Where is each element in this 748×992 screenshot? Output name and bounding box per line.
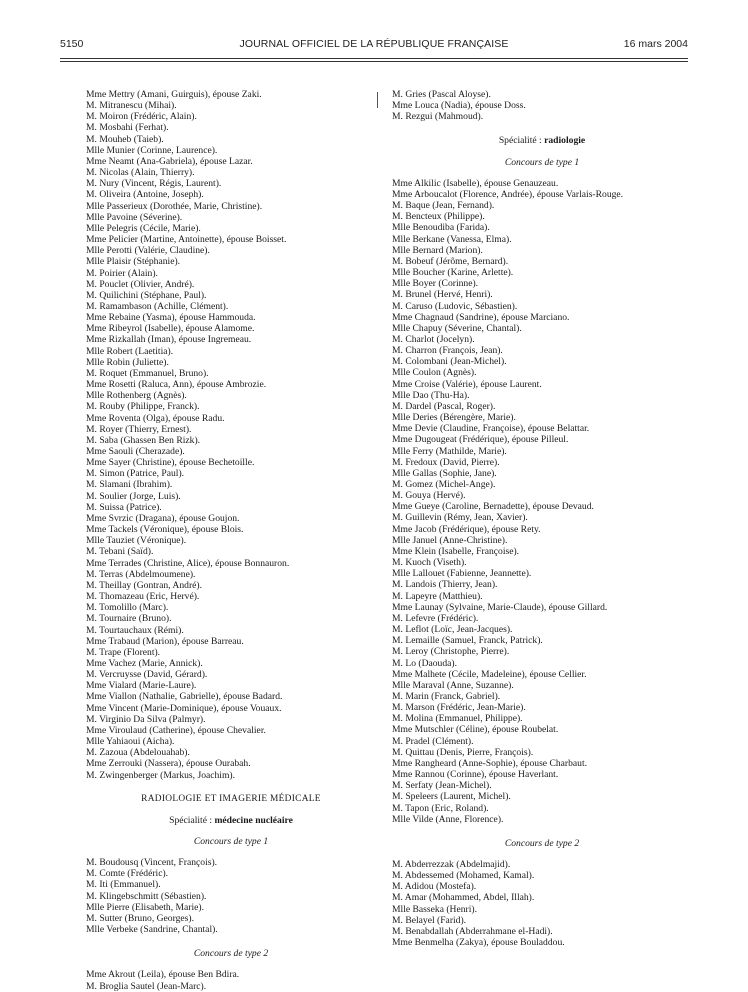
list-item: M. Broglia Sautel (Jean-Marc).	[86, 980, 207, 992]
list-item: Mme Gueye (Caroline, Bernadette), épouse Devaud.	[392, 501, 594, 513]
list-item: M. Gomez (Michel-Ange).	[392, 479, 496, 490]
list-item: M. Serfaty (Jean-Michel).	[392, 780, 492, 792]
list-item: M. Guillevin (Rémy, Jean, Xavier).	[392, 512, 528, 524]
list-item: Mlle Pelegris (Cécile, Marie).	[86, 222, 201, 234]
list-item: M. Brunel (Hervé, Henri).	[392, 289, 493, 301]
list-item: Mme Vialard (Marie-Laure).	[86, 680, 197, 692]
list-item: Mlle Chapuy (Séverine, Chantal).	[392, 322, 522, 334]
list-item: M. Colombani (Jean-Michel).	[392, 356, 507, 368]
list-item: M. Tapon (Eric, Roland).	[392, 802, 489, 814]
list-item: Mlle Munier (Corinne, Laurence).	[86, 144, 218, 156]
name-list	[86, 857, 376, 935]
list-item: M. Iti (Emmanuel).	[86, 879, 161, 891]
list-item: Mme Viallon (Nathalie, Gabrielle), épouse Badard.	[86, 691, 283, 703]
list-item: M. Comte (Frédéric).	[86, 868, 169, 880]
list-item: M. Sutter (Bruno, Georges).	[86, 912, 195, 924]
list-item: M. Rouby (Philippe, Franck).	[86, 401, 200, 413]
list-item: M. Trape (Florent).	[86, 646, 161, 658]
list-item: M. Boudousq (Vincent, François).	[86, 857, 218, 869]
list-item: M. Tebani (Saïd).	[86, 546, 154, 558]
list-item: M. Quilichini (Stéphane, Paul).	[86, 289, 207, 301]
list-item: Mlle Perotti (Valérie, Claudine).	[86, 245, 210, 257]
list-item: Mme Klein (Isabelle, Françoise).	[392, 545, 520, 557]
list-item: Mlle Basseka (Henri).	[392, 903, 477, 915]
list-item: Mme Saouli (Cherazade).	[86, 446, 185, 457]
name-list	[86, 89, 376, 781]
list-item: Mme Roventa (Olga), épouse Radu.	[86, 412, 225, 424]
list-item: Mme Ribeyrol (Isabelle), épouse Alamome.	[86, 323, 255, 335]
list-item: M. Kuoch (Viseth).	[392, 557, 467, 569]
name-list	[392, 89, 692, 122]
list-item: M. Moiron (Frédéric, Alain).	[86, 111, 197, 123]
list-item: Mlle Boyer (Corinne).	[392, 278, 479, 290]
list-item: Mme Launay (Sylvaine, Marie-Claude), épouse Gillard.	[392, 601, 608, 613]
list-item: M. Mitranescu (Mihai).	[86, 100, 177, 112]
list-item: M. Dardel (Pascal, Roger).	[392, 400, 496, 412]
list-item: Mlle Benoudiba (Farida).	[392, 222, 490, 234]
list-item: M. Klingebschmitt (Sébastien).	[86, 890, 207, 902]
list-item: M. Terras (Abdelmoumene).	[86, 568, 196, 580]
specialite-name: médecine nucléaire	[214, 814, 293, 826]
concours-heading: Concours de type 1	[504, 156, 580, 168]
list-item: M. Roquet (Emmanuel, Bruno).	[86, 367, 209, 379]
list-item: M. Caruso (Ludovic, Sébastien).	[392, 300, 518, 312]
list-item: M. Abdessemed (Mohamed, Kamal).	[392, 870, 535, 882]
list-item: Mlle Yahiaoui (Aicha).	[86, 736, 175, 748]
header-rule-double	[60, 61, 688, 62]
list-item: M. Quittau (Denis, Pierre, François).	[392, 746, 534, 758]
list-item: M. Royer (Thierry, Ernest).	[86, 423, 192, 435]
list-item: Mlle Pierre (Elisabeth, Marie).	[86, 901, 205, 913]
list-item: M. Abderrezzak (Abdelmajid).	[392, 859, 511, 870]
list-item: Mme Alkilic (Isabelle), épouse Genauzeau.	[392, 177, 559, 189]
issue-date: 16 mars 2004	[623, 38, 688, 50]
list-item: M. Rezgui (Mahmoud).	[392, 111, 484, 123]
list-item: Mme Pelicier (Martine, Antoinette), épouse Boisset.	[86, 234, 287, 246]
list-item: Mlle Lallouet (Fabienne, Jeannette).	[392, 568, 532, 580]
list-item: M. Nicolas (Alain, Thierry).	[86, 167, 195, 179]
list-item: M. Gries (Pascal Aloyse).	[392, 89, 491, 100]
list-item: M. Lemaille (Samuel, Franck, Patrick).	[392, 635, 543, 647]
list-item: Mme Rebaine (Yasma), épouse Hammouda.	[86, 312, 256, 324]
list-item: M. Vercruysse (David, Gérard).	[86, 669, 208, 681]
list-item: M. Saba (Ghassen Ben Rizk).	[86, 434, 201, 446]
list-item: M. Speleers (Laurent, Michel).	[392, 791, 511, 803]
specialite-prefix: Spécialité :	[169, 814, 213, 826]
list-item: Mme Terrades (Christine, Alice), épouse Bonnauron.	[86, 557, 290, 569]
list-item: M. Thomazeau (Eric, Hervé).	[86, 591, 200, 603]
list-item: Mlle Januel (Anne-Christine).	[392, 534, 508, 546]
list-item: M. Fredoux (David, Pierre).	[392, 456, 500, 468]
name-list	[86, 969, 376, 991]
list-item: Mme Rangheard (Anne-Sophie), épouse Charbaut.	[392, 757, 588, 769]
list-item: Mme Dugougeat (Frédérique), épouse Pilleul.	[392, 434, 569, 446]
list-item: Mme Rizkallah (Iman), épouse Ingremeau.	[86, 334, 252, 346]
list-item: Mlle Coulon (Agnès).	[392, 367, 477, 379]
concours-heading: Concours de type 1	[193, 836, 269, 847]
list-item: M. Tournaire (Bruno).	[86, 613, 172, 625]
list-item: Mme Devie (Claudine, Françoise), épouse Belattar.	[392, 423, 590, 435]
left-column	[86, 89, 376, 992]
list-item: M. Zwingenberger (Markus, Joachim).	[86, 769, 236, 781]
list-item: M. Baque (Jean, Fernand).	[392, 200, 495, 212]
list-item: M. Lefevre (Frédéric).	[392, 612, 479, 624]
list-item: M. Charron (François, Jean).	[392, 345, 503, 357]
list-item: M. Tourtauchaux (Rémi).	[86, 624, 184, 636]
list-item: Mme Chagnaud (Sandrine), épouse Marciano.	[392, 311, 570, 323]
specialite-heading	[392, 135, 692, 146]
column-divider	[377, 92, 378, 108]
list-item: M. Poirier (Alain).	[86, 267, 158, 279]
list-item: Mlle Plaisir (Stéphanie).	[86, 256, 181, 268]
list-item: M. Suissa (Patrice).	[86, 501, 162, 513]
list-item: Mme Tackels (Véronique), épouse Blois.	[86, 524, 244, 536]
list-item: Mme Zerrouki (Nassera), épouse Ourabah.	[86, 758, 251, 770]
list-item: Mme Mettry (Amani, Guirguis), épouse Zaki.	[86, 89, 262, 100]
page-number: 5150	[60, 38, 84, 50]
list-item: Mlle Maraval (Anne, Suzanne).	[392, 679, 514, 691]
list-item: Mme Sayer (Christine), épouse Bechetoille.	[86, 457, 255, 469]
list-item: Mlle Robin (Juliette).	[86, 356, 169, 368]
specialite-prefix: Spécialité :	[498, 135, 542, 147]
list-item: M. Pouclet (Olivier, André).	[86, 278, 195, 290]
list-item: Mme Benmelha (Zakya), épouse Bouladdou.	[392, 937, 565, 949]
list-item: Mme Louca (Nadia), épouse Doss.	[392, 100, 526, 112]
list-item: M. Benabdallah (Abderrahmane el-Hadi).	[392, 925, 553, 937]
list-item: M. Bencteux (Philippe).	[392, 211, 485, 223]
list-item: M. Lapeyre (Matthieu).	[392, 590, 483, 602]
list-item: M. Gouya (Hervé).	[392, 490, 466, 502]
list-item: M. Ramambason (Achille, Clément).	[86, 300, 229, 312]
list-item: M. Tomolillo (Marc).	[86, 602, 169, 614]
list-item: Mlle Bernard (Marion).	[392, 244, 483, 256]
list-item: Mme Vachez (Marie, Annick).	[86, 657, 203, 669]
concours-heading: Concours de type 2	[193, 948, 269, 960]
list-item: Mlle Rothenberg (Agnès).	[86, 390, 187, 402]
list-item: M. Leroy (Christophe, Pierre).	[392, 646, 510, 658]
list-item: M. Theillay (Gontran, André).	[86, 579, 202, 591]
section-title: RADIOLOGIE ET IMAGERIE MÉDICALE	[141, 793, 321, 804]
list-item: M. Amar (Mohammed, Abdel, Illah).	[392, 892, 535, 904]
list-item: Mme Neamt (Ana-Gabriela), épouse Lazar.	[86, 155, 253, 167]
list-item: M. Adidou (Mostefa).	[392, 881, 477, 893]
right-column	[392, 89, 692, 948]
name-list	[392, 859, 692, 948]
list-item: Mlle Berkane (Vanessa, Elma).	[392, 233, 512, 245]
list-item: M. Simon (Patrice, Paul).	[86, 468, 185, 480]
list-item: Mme Akrout (Leila), épouse Ben Bdira.	[86, 969, 240, 981]
list-item: Mme Malhete (Cécile, Madeleine), épouse Cellier.	[392, 668, 587, 680]
list-item: M. Charlot (Jocelyn).	[392, 333, 475, 345]
list-item: Mme Croise (Valérie), épouse Laurent.	[392, 378, 542, 390]
list-item: Mme Svrzic (Dragana), épouse Goujon.	[86, 512, 240, 524]
list-item: M. Leflot (Loïc, Jean-Jacques).	[392, 624, 513, 636]
list-item: Mlle Tauziet (Véronique).	[86, 535, 187, 547]
list-item: Mme Viroulaud (Catherine), épouse Chevalier.	[86, 724, 266, 736]
list-item: M. Belayel (Farid).	[392, 914, 467, 926]
specialite-name: radiologie	[544, 135, 586, 147]
journal-title: JOURNAL OFFICIEL DE LA RÉPUBLIQUE FRANÇAISE	[239, 38, 509, 50]
list-item: M. Landois (Thierry, Jean).	[392, 579, 498, 591]
concours-heading: Concours de type 2	[504, 837, 580, 849]
list-item: M. Soulier (Jorge, Luis).	[86, 490, 181, 502]
list-item: Mlle Deries (Bérengère, Marie).	[392, 412, 516, 424]
list-item: Mlle Ferry (Mathilde, Marie).	[392, 445, 507, 457]
list-item: Mme Jacob (Frédérique), épouse Rety.	[392, 523, 541, 535]
list-item: M. Pradel (Clément).	[392, 735, 474, 747]
list-item: M. Nury (Vincent, Régis, Laurent).	[86, 178, 222, 190]
header-rule	[60, 58, 688, 59]
list-item: Mlle Boucher (Karine, Arlette).	[392, 267, 514, 279]
list-item: Mlle Verbeke (Sandrine, Chantal).	[86, 924, 218, 936]
list-item: M. Zazoua (Abdelouahab).	[86, 747, 190, 759]
list-item: Mme Arboucalot (Florence, Andrée), épouse Varlais-Rouge.	[392, 188, 624, 200]
list-item: M. Marin (Franck, Gabriel).	[392, 690, 501, 702]
list-item: Mme Mutschler (Céline), épouse Roubelat.	[392, 724, 559, 736]
list-item: M. Virginio Da Silva (Palmyr).	[86, 713, 206, 725]
list-item: Mlle Robert (Laetitia).	[86, 345, 174, 357]
list-item: M. Mosbahi (Ferhat).	[86, 122, 169, 134]
list-item: Mme Rannou (Corinne), épouse Haverlant.	[392, 769, 559, 781]
specialite-heading	[86, 815, 376, 826]
list-item: Mme Vincent (Marie-Dominique), épouse Vouaux.	[86, 702, 282, 714]
list-item: Mme Trabaud (Marion), épouse Barreau.	[86, 635, 244, 647]
list-item: Mlle Pavoine (Séverine).	[86, 211, 183, 223]
page-header	[60, 38, 688, 54]
name-list	[392, 178, 692, 825]
list-item: M. Lo (Daouda).	[392, 657, 458, 669]
list-item: Mlle Vilde (Anne, Florence).	[392, 813, 504, 825]
list-item: Mlle Gallas (Sophie, Jane).	[392, 467, 497, 479]
list-item: Mlle Passerieux (Dorothée, Marie, Christine).	[86, 200, 263, 212]
list-item: Mlle Dao (Thu-Ha).	[392, 389, 470, 401]
list-item: M. Slamani (Ibrahim).	[86, 479, 173, 491]
list-item: Mme Rosetti (Raluca, Ann), épouse Ambrozie.	[86, 379, 267, 391]
list-item: M. Oliveira (Antoine, Joseph).	[86, 189, 204, 201]
list-item: M. Marson (Frédéric, Jean-Marie).	[392, 702, 526, 714]
list-item: M. Molina (Emmanuel, Philippe).	[392, 713, 523, 725]
list-item: M. Mouheb (Taieb).	[86, 133, 164, 145]
list-item: M. Bobeuf (Jérôme, Bernard).	[392, 255, 509, 267]
